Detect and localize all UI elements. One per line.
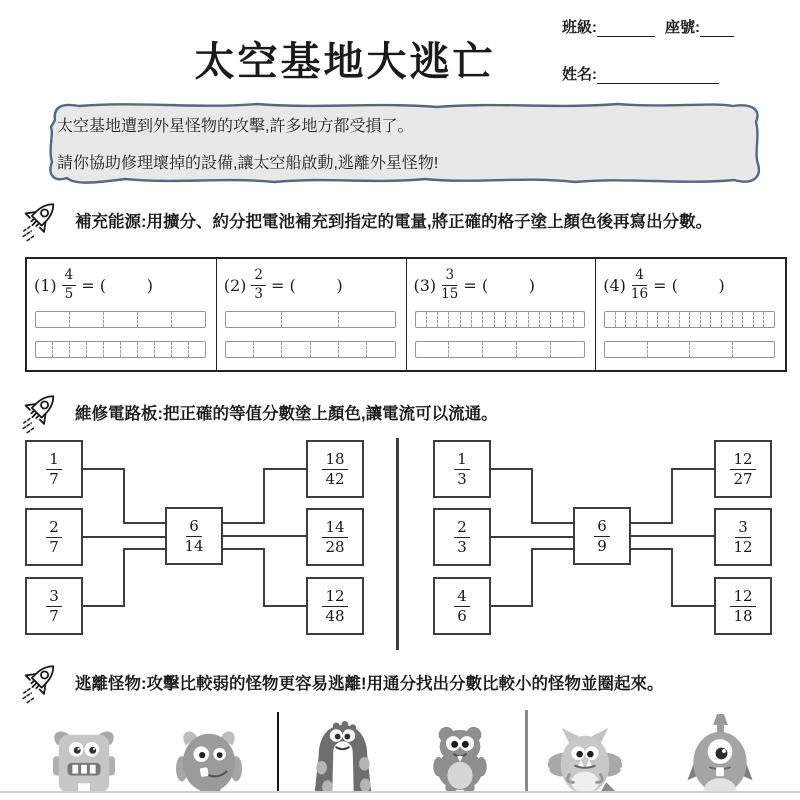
bar-cell[interactable] <box>742 312 753 327</box>
fraction-box[interactable] <box>306 508 364 566</box>
class-label: 班級: <box>562 19 597 36</box>
bar-cell[interactable] <box>36 312 69 327</box>
answer-blank[interactable]: = ( ) <box>463 275 536 295</box>
fraction: $\frac{14}{28}$ <box>322 520 347 555</box>
energy-table <box>25 257 787 372</box>
energy-problem <box>595 259 785 370</box>
fraction: $\frac{4}{6}$ <box>454 589 470 624</box>
bar-cell[interactable] <box>460 312 471 327</box>
class-blank[interactable] <box>597 20 655 37</box>
fraction-box[interactable] <box>306 440 364 498</box>
round-horned-monster[interactable] <box>170 726 248 792</box>
bar-cell[interactable] <box>732 312 743 327</box>
fraction-box[interactable] <box>433 440 491 498</box>
bar-cell[interactable] <box>700 312 711 327</box>
rocket-icon <box>20 660 66 704</box>
fraction-box[interactable] <box>165 507 223 565</box>
fraction: $\frac{12}{18}$ <box>730 589 755 624</box>
answer-blank[interactable]: = ( ) <box>653 275 725 295</box>
fraction-box[interactable] <box>714 508 772 566</box>
one-eyed-monster[interactable] <box>684 713 756 792</box>
fraction-bar <box>225 341 396 358</box>
bar-cell[interactable] <box>516 342 550 357</box>
student-fields <box>562 16 794 84</box>
monster-pair-divider-1 <box>277 712 279 792</box>
bar-cell[interactable] <box>721 312 732 327</box>
bar-cell[interactable] <box>338 342 366 357</box>
fraction-box[interactable] <box>25 440 83 498</box>
section-energy-instruction: 補充能源:用擴分、約分把電池補充到指定的電量,將正確的格子塗上顏色後再寫出分數。 <box>75 213 713 231</box>
bar-cell[interactable] <box>689 342 731 357</box>
intro-line-2: 請你協助修理壞掉的設備,讓太空船啟動,逃離外星怪物! <box>57 155 439 172</box>
bar-cell[interactable] <box>679 312 690 327</box>
bar-cell[interactable] <box>605 312 615 327</box>
bar-cell[interactable] <box>226 342 253 357</box>
fraction: $\frac{12}{27}$ <box>730 452 755 487</box>
circuit-1 <box>25 440 365 636</box>
rocket-icon <box>20 390 66 434</box>
section-escape-instruction: 逃離怪物:攻擊比較弱的怪物更容易逃離!用通分找出分數比較小的怪物並圈起來。 <box>75 675 664 693</box>
winged-monster[interactable] <box>548 726 622 792</box>
problem-number: (4) <box>603 275 626 295</box>
problem-number: (1) <box>34 275 57 295</box>
rocket-icon <box>20 198 66 242</box>
fraction: $\frac{2}{7}$ <box>46 520 62 555</box>
fraction-box[interactable] <box>433 508 491 566</box>
energy-problem-statement <box>224 266 399 304</box>
fraction-box[interactable] <box>306 577 364 635</box>
fraction-box[interactable] <box>25 508 83 566</box>
fraction: $\frac{4}{16}$ <box>630 267 649 302</box>
bar-cell[interactable] <box>636 312 647 327</box>
bear-monster[interactable] <box>430 724 490 792</box>
bar-cell[interactable] <box>539 312 550 327</box>
energy-problem <box>216 259 406 370</box>
bar-cell[interactable] <box>550 342 584 357</box>
bar-cell[interactable] <box>52 342 69 357</box>
fraction-bar <box>225 311 396 328</box>
bar-cell[interactable] <box>668 312 679 327</box>
problem-number: (3) <box>413 275 437 295</box>
bar-cell[interactable] <box>471 312 482 327</box>
circuit-divider <box>396 438 399 650</box>
bar-cell[interactable] <box>120 342 137 357</box>
bar-cell[interactable] <box>188 342 205 357</box>
bar-cell[interactable] <box>550 312 561 327</box>
bar-cell[interactable] <box>562 312 573 327</box>
bar-cell[interactable] <box>137 342 154 357</box>
fraction-bar <box>35 311 206 328</box>
bar-cell[interactable] <box>689 312 700 327</box>
bar-cell[interactable] <box>426 312 437 327</box>
fraction: $\frac{3}{15}$ <box>441 267 459 302</box>
bar-cell[interactable] <box>416 342 449 357</box>
answer-blank[interactable]: = ( ) <box>271 275 343 295</box>
section-energy-header <box>20 198 712 242</box>
fraction-box[interactable] <box>25 577 83 635</box>
bar-cell[interactable] <box>625 312 636 327</box>
bar-cell[interactable] <box>281 312 338 327</box>
intro-line-1: 太空基地遭到外星怪物的攻擊,許多地方都受損了。 <box>57 118 414 135</box>
bar-cell[interactable] <box>137 312 171 327</box>
bar-cell[interactable] <box>482 312 493 327</box>
bar-cell[interactable] <box>171 312 205 327</box>
energy-problem <box>406 259 596 370</box>
seat-blank[interactable] <box>700 20 734 37</box>
bar-cell[interactable] <box>416 312 426 327</box>
seat-label: 座號: <box>665 19 700 36</box>
fraction: $\frac{2}{3}$ <box>251 269 266 301</box>
fraction-bar <box>604 341 775 358</box>
bar-cell[interactable] <box>253 342 281 357</box>
fraction: $\frac{18}{42}$ <box>322 452 347 487</box>
bar-cell[interactable] <box>516 312 527 327</box>
fraction-bar <box>415 341 586 358</box>
bar-cell[interactable] <box>69 342 86 357</box>
bar-cell[interactable] <box>732 342 774 357</box>
fraction-box[interactable] <box>573 507 631 565</box>
arch-spotted-monster[interactable] <box>308 721 378 791</box>
bar-cell[interactable] <box>310 342 338 357</box>
name-row <box>562 63 794 84</box>
fraction-bar <box>35 341 206 358</box>
horned-square-monster[interactable] <box>45 727 123 793</box>
fraction-box[interactable] <box>714 577 772 635</box>
bar-cell[interactable] <box>36 342 52 357</box>
bar-cell[interactable] <box>154 342 171 357</box>
name-label: 姓名: <box>562 66 597 83</box>
fraction-bar <box>415 311 586 328</box>
circuit-2 <box>433 440 773 636</box>
problem-number: (2) <box>223 275 247 295</box>
fraction-box[interactable] <box>714 440 772 498</box>
bar-cell[interactable] <box>437 312 448 327</box>
bar-cell[interactable] <box>226 312 282 327</box>
section-circuit-instruction: 維修電路板:把正確的等值分數塗上顏色,讓電流可以流通。 <box>75 405 498 423</box>
bar-cell[interactable] <box>647 342 689 357</box>
bar-cell[interactable] <box>657 312 668 327</box>
energy-problem-statement <box>414 266 589 304</box>
fraction: $\frac{1}{3}$ <box>454 452 470 487</box>
fraction: $\frac{3}{7}$ <box>46 589 62 624</box>
monster-pair-divider-2 <box>525 710 528 792</box>
fraction: $\frac{3}{12}$ <box>733 517 753 556</box>
bar-cell[interactable] <box>505 312 516 327</box>
bar-cell[interactable] <box>494 312 505 327</box>
bar-cell[interactable] <box>448 342 482 357</box>
bar-cell[interactable] <box>647 312 658 327</box>
bar-cell[interactable] <box>86 342 103 357</box>
bar-cell[interactable] <box>103 312 137 327</box>
fraction: $\frac{1}{7}$ <box>46 452 62 487</box>
fraction-box[interactable] <box>433 577 491 635</box>
energy-problem-statement <box>603 266 778 304</box>
bubble-outline <box>27 98 779 188</box>
page-title: 太空基地大逃亡 <box>194 40 496 84</box>
bar-cell[interactable] <box>615 312 626 327</box>
class-seat-row <box>562 16 794 37</box>
fraction: $\frac{6}{14}$ <box>184 516 204 555</box>
bar-cell[interactable] <box>605 342 646 357</box>
answer-blank[interactable]: = ( ) <box>81 275 153 295</box>
fraction: $\frac{6}{9}$ <box>594 519 610 554</box>
bar-cell[interactable] <box>753 312 764 327</box>
bar-cell[interactable] <box>448 312 459 327</box>
bar-cell[interactable] <box>171 342 188 357</box>
fraction: $\frac{2}{3}$ <box>454 520 470 555</box>
fraction: $\frac{4}{5}$ <box>62 269 77 301</box>
intro-bubble <box>27 98 779 188</box>
section-circuit-header <box>20 390 498 434</box>
fraction: $\frac{12}{48}$ <box>322 589 347 624</box>
bar-cell[interactable] <box>366 342 394 357</box>
bar-cell[interactable] <box>103 342 120 357</box>
name-blank[interactable] <box>597 67 719 84</box>
bar-cell[interactable] <box>482 342 516 357</box>
bar-cell[interactable] <box>528 312 539 327</box>
energy-problem-statement <box>34 266 209 304</box>
section-escape-header <box>20 660 664 704</box>
next-section-edge <box>0 791 800 800</box>
bar-cell[interactable] <box>710 312 721 327</box>
bar-cell[interactable] <box>281 342 309 357</box>
fraction-bar <box>604 311 775 328</box>
bar-cell[interactable] <box>763 312 774 327</box>
bar-cell[interactable] <box>573 312 584 327</box>
bar-cell[interactable] <box>338 312 395 327</box>
bar-cell[interactable] <box>69 312 103 327</box>
energy-problem <box>27 259 216 370</box>
